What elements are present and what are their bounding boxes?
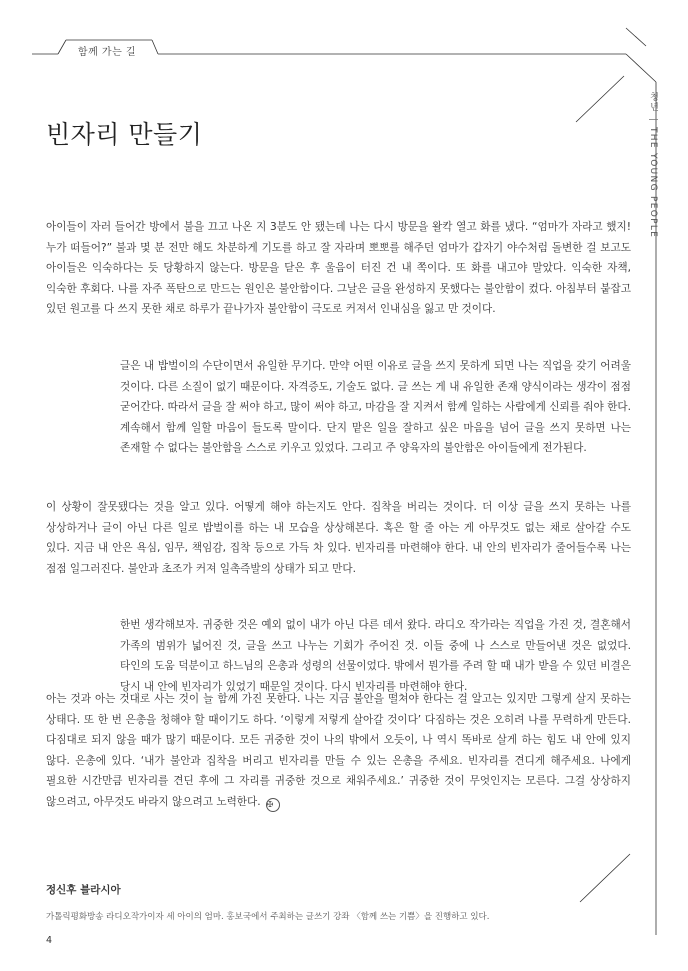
author-name: 정신후 블라시아 xyxy=(46,884,121,896)
side-label-english: THE YOUNG PEOPLE xyxy=(648,126,658,239)
section-label: 함께 가는 길 xyxy=(77,47,137,58)
side-label-separator: | xyxy=(648,117,658,122)
article-title: 빈자리 만들기 xyxy=(46,120,203,149)
indented-paragraph-1: 글은 내 밥벌이의 수단이면서 유일한 무기다. 만약 어떤 이유로 글을 쓰지 못하게 되면 나는 직업을 갖기 어려울 것이다. 다른 소질이 없기 때문이다. 자격증도, 기술도 없다. 글 쓰는 게 내 유일한 존재 양식이라는 생각이 점점 굳어간다. 따라서 글을 잘 써야 하고, 많이 써야 하고, 마감을 잘 지켜서 함께 일하는 사람에게 신뢰를 줘야 한다. 계속해서 함께 일할 마음이 들도록 말이다. 단지 맡은 일을 잘하고 싶은 마음을 넘어 글을 쓰지 못하면 나는 존재할 수 없다는 불안함을 스스로 키우고 있었다. 그리고 주 양육자의 불안함은 아이들에게 전가된다. xyxy=(120,360,631,455)
body-paragraph-3 xyxy=(46,689,631,813)
author-description: 가톨릭평화방송 라디오작가이자 세 아이의 엄마. 홍보국에서 주최하는 글쓰기 강좌 〈함께 쓰는 기쁨〉을 진행하고 있다. xyxy=(46,912,490,922)
indented-paragraph-2: 한번 생각해보자. 귀중한 것은 예외 없이 내가 아닌 다른 데서 왔다. 라디오 작가라는 직업을 가진 것, 결혼해서 가족의 범위가 넓어진 것, 글을 쓰고 나누는 기회가 주어진 것. 이들 중에 나 스스로 만들어낸 것은 없었다. 타인의 도움 덕분이고 하느님의 은총과 성령의 선물이었다. 밖에서 뭔가를 주려 할 때 내가 받을 수 있던 비결은 당시 내 안에 빈자리가 있었기 때문일 것이다. 다시 빈자리를 마련해야 한다. xyxy=(120,619,631,693)
page-number: 4 xyxy=(46,935,53,946)
side-category-label xyxy=(646,92,660,238)
body-paragraph-3-text: 아는 것과 아는 것대로 사는 것이 늘 함께 가진 못한다. 나는 지금 불안을 떨쳐야 한다는 걸 알고는 있지만 그렇게 살지 못하는 상태다. 또 한 번 은총을 청해야 할 때이기도 하다. ‘이렇게 저렇게 살아갈 것이다’ 다짐하는 것은 오히려 나를 무력하게 만든다. 다짐대로 되지 않을 때가 많기 때문이다. 모든 귀중한 것이 나의 밖에서 오듯이, 나 역시 똑바로 살게 하는 힘도 내 안에 있지 않다. 은총에 있다. ‘내가 불안과 집착을 버리고 빈자리를 만들 수 있는 은총을 주세요. 빈자리를 견디게 해주세요. 나에게 필요한 시간만큼 빈자리를 견딘 후에 그 자리를 귀중한 것으로 채워주세요.’ 귀중한 것이 무엇인지는 모른다. 그걸 상상하지 않으려고, 아무것도 바라지 않으려고 노력한다. xyxy=(46,693,631,808)
end-mark-icon: ✠ xyxy=(266,798,280,812)
side-label-korean: 청년 xyxy=(648,92,658,113)
body-paragraph-2: 이 상황이 잘못됐다는 것을 알고 있다. 어떻게 해야 하는지도 안다. 집착을 버리는 것이다. 더 이상 글을 쓰지 못하는 나를 상상하거나 글이 아닌 다른 일로 밥벌이를 하는 내 모습을 상상해본다. 혹은 할 줄 아는 게 아무것도 없는 채로 살아갈 수도 있다. 지금 내 안은 욕심, 임무, 책임감, 집착 등으로 가득 차 있다. 빈자리를 마련해야 한다. 내 안의 빈자리가 줄어들수록 나는 점점 일그러진다. 불안과 초조가 커져 일촉즉발의 상태가 되고 만다. xyxy=(46,501,631,575)
body-paragraph-1: 아이들이 자러 들어간 방에서 불을 끄고 나온 지 3분도 안 됐는데 나는 다시 방문을 왈칵 열고 화를 냈다. “엄마가 자라고 했지! 누가 떠들어?” 불과 몇 분 전만 해도 차분하게 기도를 하고 잘 자라며 뽀뽀를 해주던 엄마가 갑자기 야수처럼 돌변한 걸 보고도 아이들은 익숙하다는 듯 당황하지 않는다. 방문을 닫은 후 울음이 터진 건 내 쪽이다. 또 화를 내고야 말았다. 익숙한 자책, 익숙한 후회다. 나를 자주 폭탄으로 만드는 원인은 불안함이다. 그날은 글을 완성하지 못했다는 불안함이 컸다. 아침부터 붙잡고 있던 원고를 다 쓰지 못한 채로 하루가 끝나가자 불안함이 극도로 커져서 인내심을 잃고 만 것이다. xyxy=(46,221,631,316)
